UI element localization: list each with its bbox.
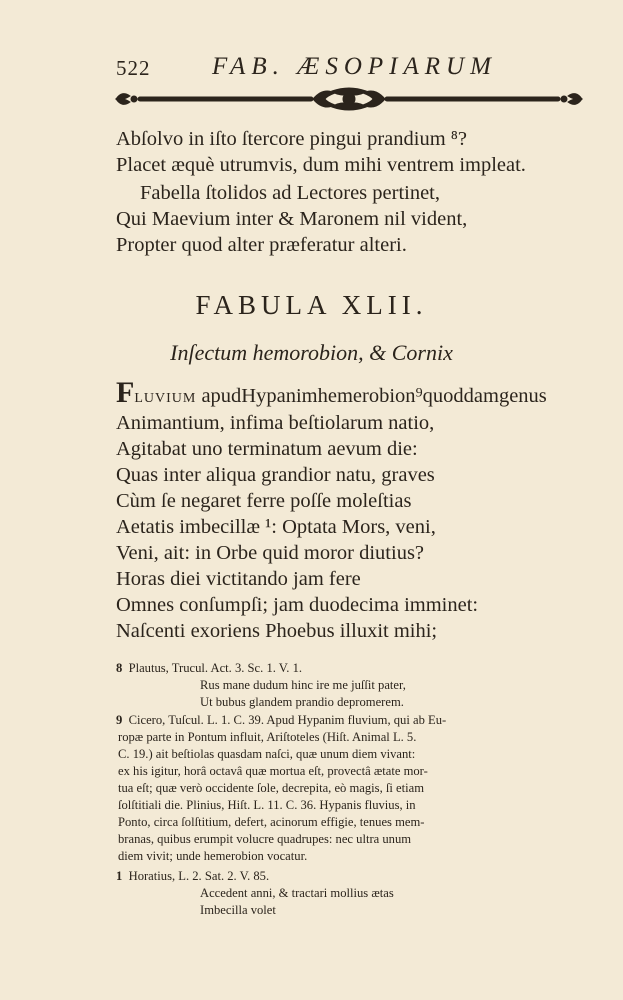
footnote-line: ex his igitur, horâ octavâ quæ mortua eſt, provectâ ætate mor- — [118, 764, 428, 778]
page-number: 522 — [116, 56, 151, 80]
footnote-line: tua eſt; quæ verò occidente ſole, decrepita, eò magis, ſi etiam — [118, 781, 424, 795]
footnote-line: Imbecilla volet — [200, 903, 276, 917]
footnote-line: ropæ parte in Pontum influit, Ariſtoteles (Hiſt. Animal L. 5. — [118, 730, 417, 744]
first-line-rest: apudHypanimhemerobion⁹quoddamgenus — [196, 385, 547, 407]
fable-first-line — [116, 376, 596, 412]
footnote-marker: 8 — [116, 661, 123, 675]
decorative-rule-ornament — [114, 86, 584, 112]
drop-cap-letter: F — [116, 376, 135, 409]
fable-line: Agitabat uno terminatum aevum die: — [116, 438, 418, 460]
fable-line: Quas inter aliqua grandior natu, graves — [116, 464, 435, 486]
fable-line: Cùm ſe negaret ferre poſſe moleſtias — [116, 490, 412, 512]
footnote-line: C. 19.) ait beſtiolas quasdam naſci, quæ unum diem vivant: — [118, 747, 416, 761]
footnote-line: Accedent anni, & tractari mollius ætas — [200, 886, 394, 900]
fable-subtitle: Inſectum hemorobion, & Cornix — [170, 340, 453, 365]
page-header — [116, 52, 516, 82]
verse-line-1: Abſolvo in iſto ſtercore pingui prandium ⁸? — [116, 128, 468, 150]
smallcaps-word: LUVIUM — [134, 391, 197, 406]
footnote-line: Ponto, circa ſolſtitium, defert, acinorum effigie, tenues mem- — [118, 815, 425, 829]
fable-line: Horas diei victitando jam fere — [116, 568, 361, 590]
footnote-line: diem vivit; unde hemerobion vocatur. — [118, 849, 308, 863]
verse-line-2: Placet æquè utrumvis, dum mihi ventrem impleat. — [116, 154, 526, 176]
footnote-line: Ut bubus glandem prandio depromerem. — [200, 695, 404, 709]
fable-line: Aetatis imbecillæ ¹: Optata Mors, veni, — [116, 516, 436, 538]
fable-line: Animantium, infima beſtiolarum natio, — [116, 412, 435, 434]
footnote-line: branas, quibus erumpit volucre quadrupes: nec ultra unum — [118, 832, 412, 846]
footnote-marker: 1 — [116, 869, 123, 883]
fable-heading: FABULA XLII. — [195, 290, 428, 320]
footnote-line: Rus mane dudum hinc ire me juſſit pater, — [200, 678, 406, 692]
footnote-line: 9 Cicero, Tuſcul. L. 1. C. 39. Apud Hypanim fluvium, qui ab Eu- — [116, 713, 447, 727]
footnote-line: 1 Horatius, L. 2. Sat. 2. V. 85. — [116, 869, 270, 883]
fable-line: Veni, ait: in Orbe quid moror diutius? — [116, 542, 425, 564]
footnote-line: ſolſtitiali die. Plinius, Hiſt. L. 11. C. 36. Hypanis fluvius, in — [118, 798, 416, 812]
fable-line: Omnes conſumpſi; jam duodecima imminet: — [116, 594, 479, 616]
running-title: FAB. ÆSOPIARUM — [212, 53, 497, 80]
verse-line-4: Qui Maevium inter & Maronem nil vident, — [116, 208, 468, 230]
fable-line: Naſcenti exoriens Phoebus illuxit mihi; — [116, 620, 438, 642]
footnote-marker: 9 — [116, 713, 123, 727]
footnote-line: 8 Plautus, Trucul. Act. 3. Sc. 1. V. 1. — [116, 661, 303, 675]
verse-line-5: Propter quod alter præferatur alteri. — [116, 234, 407, 256]
verse-line-3: Fabella ſtolidos ad Lectores pertinet, — [140, 182, 441, 204]
